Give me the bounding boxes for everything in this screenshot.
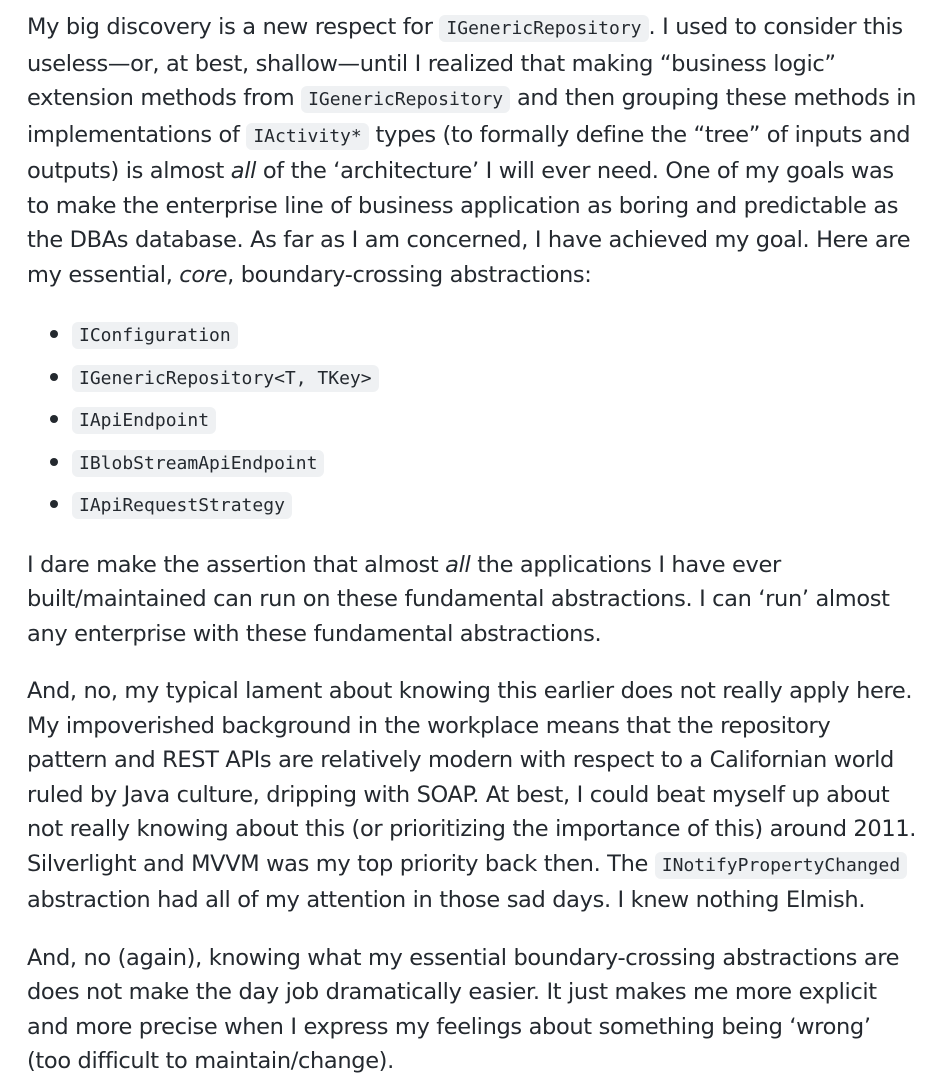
- text: and then grouping these methods in implementations of: [27, 85, 917, 148]
- list-item: [72, 442, 917, 485]
- bullet-icon: [50, 500, 58, 508]
- paragraph-conclusion: [27, 941, 917, 1079]
- emphasis: all: [445, 551, 471, 578]
- inline-code: IApiEndpoint: [72, 407, 216, 434]
- inline-code: IActivity*: [246, 123, 368, 150]
- text: abstraction had all of my attention in those sad days. I knew nothing Elmish.: [27, 887, 866, 913]
- article-body: [27, 10, 917, 1079]
- abstractions-list: [27, 314, 917, 527]
- inline-code: IGenericRepository<T, TKey>: [72, 365, 379, 392]
- text: And, no, my typical lament about knowing this earlier does not really apply here. My impoverished background in the workplace means that the repository pattern and REST APIs are relatively modern with respect to a Californian world ruled by Java culture, dripping with SOAP. At best, I could beat myself up about not really knowing about this (or prioritizing the importance of this) around 2011. Silverlight and MVVM was my top priority back then. The: [27, 678, 917, 877]
- text: And, no (again), knowing what my essential boundary-crossing abstractions are does not make the day job dramatically easier. It just makes me more explicit and more precise when I express my feelings about something being ‘wrong’ (too difficult to maintain/change).: [27, 944, 900, 1074]
- text: I dare make the assertion that almost: [27, 551, 446, 578]
- inline-code: IGenericRepository: [301, 86, 510, 113]
- list-item: [72, 314, 917, 357]
- paragraph-assertion: [27, 548, 917, 652]
- emphasis: core: [179, 261, 228, 288]
- emphasis: all: [230, 158, 257, 184]
- text: of the ‘architecture’ I will ever need. One of my goals was to make the enterprise line of business application as boring and predictable as the DBAs database. As far as I am concerned, I have achieved my goal. Here are my essential,: [27, 158, 911, 288]
- inline-code: IGenericRepository: [439, 15, 648, 42]
- list-item: [72, 357, 917, 400]
- text: My big discovery is a new respect for: [27, 14, 440, 40]
- inline-code: IApiRequestStrategy: [72, 492, 292, 519]
- inline-code: INotifyPropertyChanged: [655, 852, 907, 879]
- list-item: [72, 399, 917, 442]
- bullet-icon: [50, 458, 58, 466]
- list-item: [72, 484, 917, 527]
- paragraph-discovery: [27, 10, 917, 292]
- bullet-icon: [50, 373, 58, 381]
- inline-code: IBlobStreamApiEndpoint: [72, 450, 324, 477]
- bullet-icon: [50, 415, 58, 423]
- text: , boundary-crossing abstractions:: [227, 261, 592, 288]
- inline-code: IConfiguration: [72, 322, 238, 349]
- text: the applications I have ever built/maintained can run on these fundamental abstractions. I can ‘run’ almost any enterprise with these fundamental abstractions.: [27, 551, 890, 647]
- text: . I used to consider this useless—or, at best, shallow—until I realized that making “business logic” extension methods from: [27, 14, 903, 111]
- paragraph-background: [27, 674, 917, 918]
- text: types (to formally define the “tree” of inputs and outputs) is almost: [27, 121, 911, 184]
- bullet-icon: [50, 330, 58, 338]
